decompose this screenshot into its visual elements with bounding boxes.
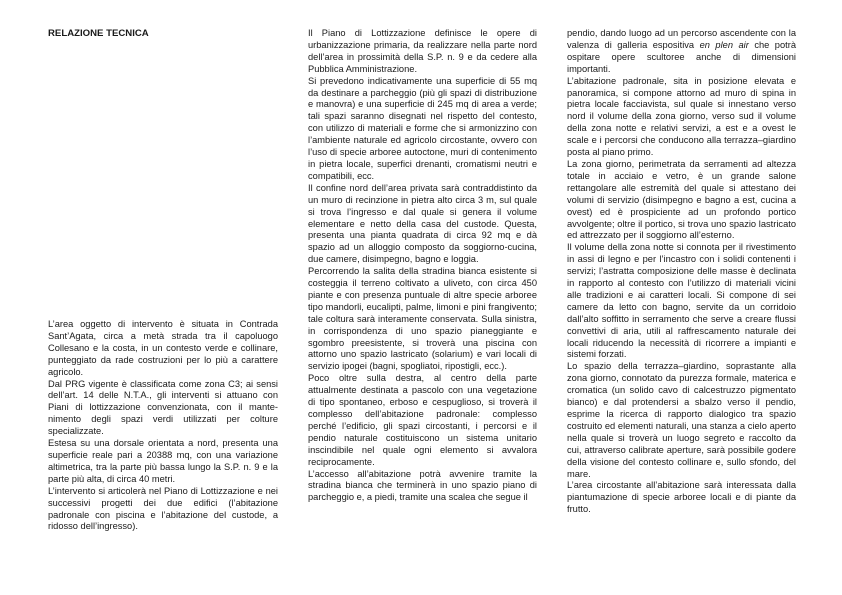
paragraph: L’abitazione padronale, sita in posizione elevata e panoramica, si compone attorno ad muro di spina in pietra locale facciavista, sul quale si innestano verso nord il volume della zona giorno, verso sud il volume della zona notte e relativi servizi, a est e a ovest le scale e i percorsi che conducono alla terrazza–giardino posta al piano primo. [567,75,796,158]
paragraph: Percorrendo la salita della stradina bianca esistente si costeggia il terreno coltivato a uliveto, con circa 450 piante e con presenza puntuale di altre specie arboree tipo mandorli, eucalipti, palme, limoni e pini frangivento; tale coltura sarà interamente conservata. Sulla sinistra, in corrispondenza di uno spazio pianeggiante e sgombro preesistente, si troverà una piscina con attorno uno spazio lastricato (solarium) e vari locali di servizio ipogei (bagni, spogliatoi, ripostigli, ecc.). [308,266,537,372]
paragraph [567,28,796,76]
page-title: RELAZIONE TECNICA [48,28,149,39]
paragraph-text: che potrà ospitare opere scultoree anche di dimensioni importanti. [567,39,796,74]
paragraph: Il confine nord dell’area privata sarà contraddistinto da un muro di recinzione in pietra alto circa 3 m, sul quale si trova l’ingresso e dal quale si genera il volume elementare e netto della casa del custode. Questa, presenta una pianta quadrata di circa 92 mq e dà spazio ad un alloggio composto da soggiorno-cucina, due camere, disimpegno, bagno e loggia. [308,182,537,265]
paragraph: Dal PRG vigente è classificata come zona C3; ai sensi dell’art. 14 delle N.T.A., gli interventi si attuano con Piani di lottizzazione convenzionata, con il mante-nimento degli spazi verdi utilizzati per colture specializzate. [48,378,278,437]
paragraph: Lo spazio della terrazza–giardino, soprastante alla zona giorno, connotato da purezza formale, materica e cromatica (un solido cavo di calcestruzzo pigmentato bianco) e dal protendersi a sbalzo verso il pendio, esprime la ricerca di rapporto dialogico tra spazio costruito ed elementi naturali, una stanza a cielo aperto nella quale si troverà un luogo segreto e raccolto da cui, attraverso calibrate aperture, sarà possibile godere della visione del contesto collinare e, sullo sfondo, del mare. [567,361,796,479]
paragraph-text: pendio, dando luogo ad un percorso ascendente con la valenza di galleria espositiva [567,28,796,50]
text-column-2 [308,28,537,504]
text-column-3 [567,28,796,516]
italic-phrase: en plen air [699,39,749,50]
paragraph: L’area oggetto di intervento è situata in Contrada Sant’Agata, circa a metà strada tra il capoluogo Collesano e la costa, in un contesto verde e collinare, punteggiato da rade costruzioni per lo più a carattere agricolo. [48,319,278,377]
paragraph: L’area circostante all’abitazione sarà interessata dalla piantumazione di specie arboree locali e di piante da frutto. [567,480,796,515]
paragraph: Poco oltre sulla destra, al centro della parte attualmente destinata a pascolo con una vegetazione di tipo spontaneo, erboso e cespuglioso, si troverà il complesso dell’abitazione padronale: complesso perché l’edificio, gli spazi circostanti, i percorsi e il pendio naturale costituiscono un sistema unitario inscindibile nel quale ogni elemento si avvalora reciprocamente. [308,373,537,467]
paragraph: Il Piano di Lottizzazione definisce le opere di urbanizzazione primaria, da realizzare nella parte nord dell’area in prossimità della S.P. n. 9 e da cedere alla Pubblica Amministrazione. [308,28,537,74]
column-1-body [48,319,278,533]
paragraph: Si prevedono indicativamente una superficie di 55 mq da destinare a parcheggio (più gli spazi di distribuzione e manovra) e una superficie di 245 mq di area a verde; tali spazi saranno disegnati nel rispetto del contesto, con utilizzo di materiali e forme che si armonizzino con l’ambiente naturale ed agricolo circostante, ovvero con l’uso di specie arboree autoctone, muri di contenimento in pietra locale, superfici drenanti, cromatismi neutri e compatibili, ecc. [308,75,537,181]
text-column-1 [48,28,278,532]
paragraph: Il volume della zona notte si connota per il rivestimento in assi di legno e per l’incastro con i solidi contenenti i servizi; l’astratta composizione delle masse è declinata in rapporto al contesto con l’utilizzo di materiali vicini alle tradizioni e ai caratteri locali. Si compone di sei camere da letto con bagno, servite da un corridoio dall’alto soffitto in serramento che serve a creare flussi convettivi di aria, utili al raffrescamento naturale dei locali riducendo la necessità di ricorrere a impianti e sistemi forzati. [567,242,796,360]
paragraph: L’accesso all’abitazione potrà avvenire tramite la stradina bianca che terminerà in uno spazio piano di parcheggio e, a piedi, tramite una scalea che segue il [308,468,537,503]
paragraph: Estesa su una dorsale orientata a nord, presenta una superficie reale pari a 20388 mq, con una variazione altimetrica, tra la parte più bassa lungo la S.P. n. 9 e la parte più alta, di circa 40 metri. [48,438,278,484]
paragraph: L’intervento si articolerà nel Piano di Lottizzazione e nei successivi progetti dei due edifici (l’abitazione padronale con piscina e l’abitazione del custode, a ridosso dell’ingresso). [48,485,278,532]
paragraph: La zona giorno, perimetrata da serramenti ad altezza totale in acciaio e vetro, è un grande salone rettangolare alle estremità del quale si attestano dei volumi di servizio (disimpegno e bagno a est, cucina a ovest) ed è prospiciente ad un profondo portico avvolgente; oltre il portico, si trova uno spazio lastricato ed attrezzato per il soggiorno all’esterno. [567,158,796,241]
